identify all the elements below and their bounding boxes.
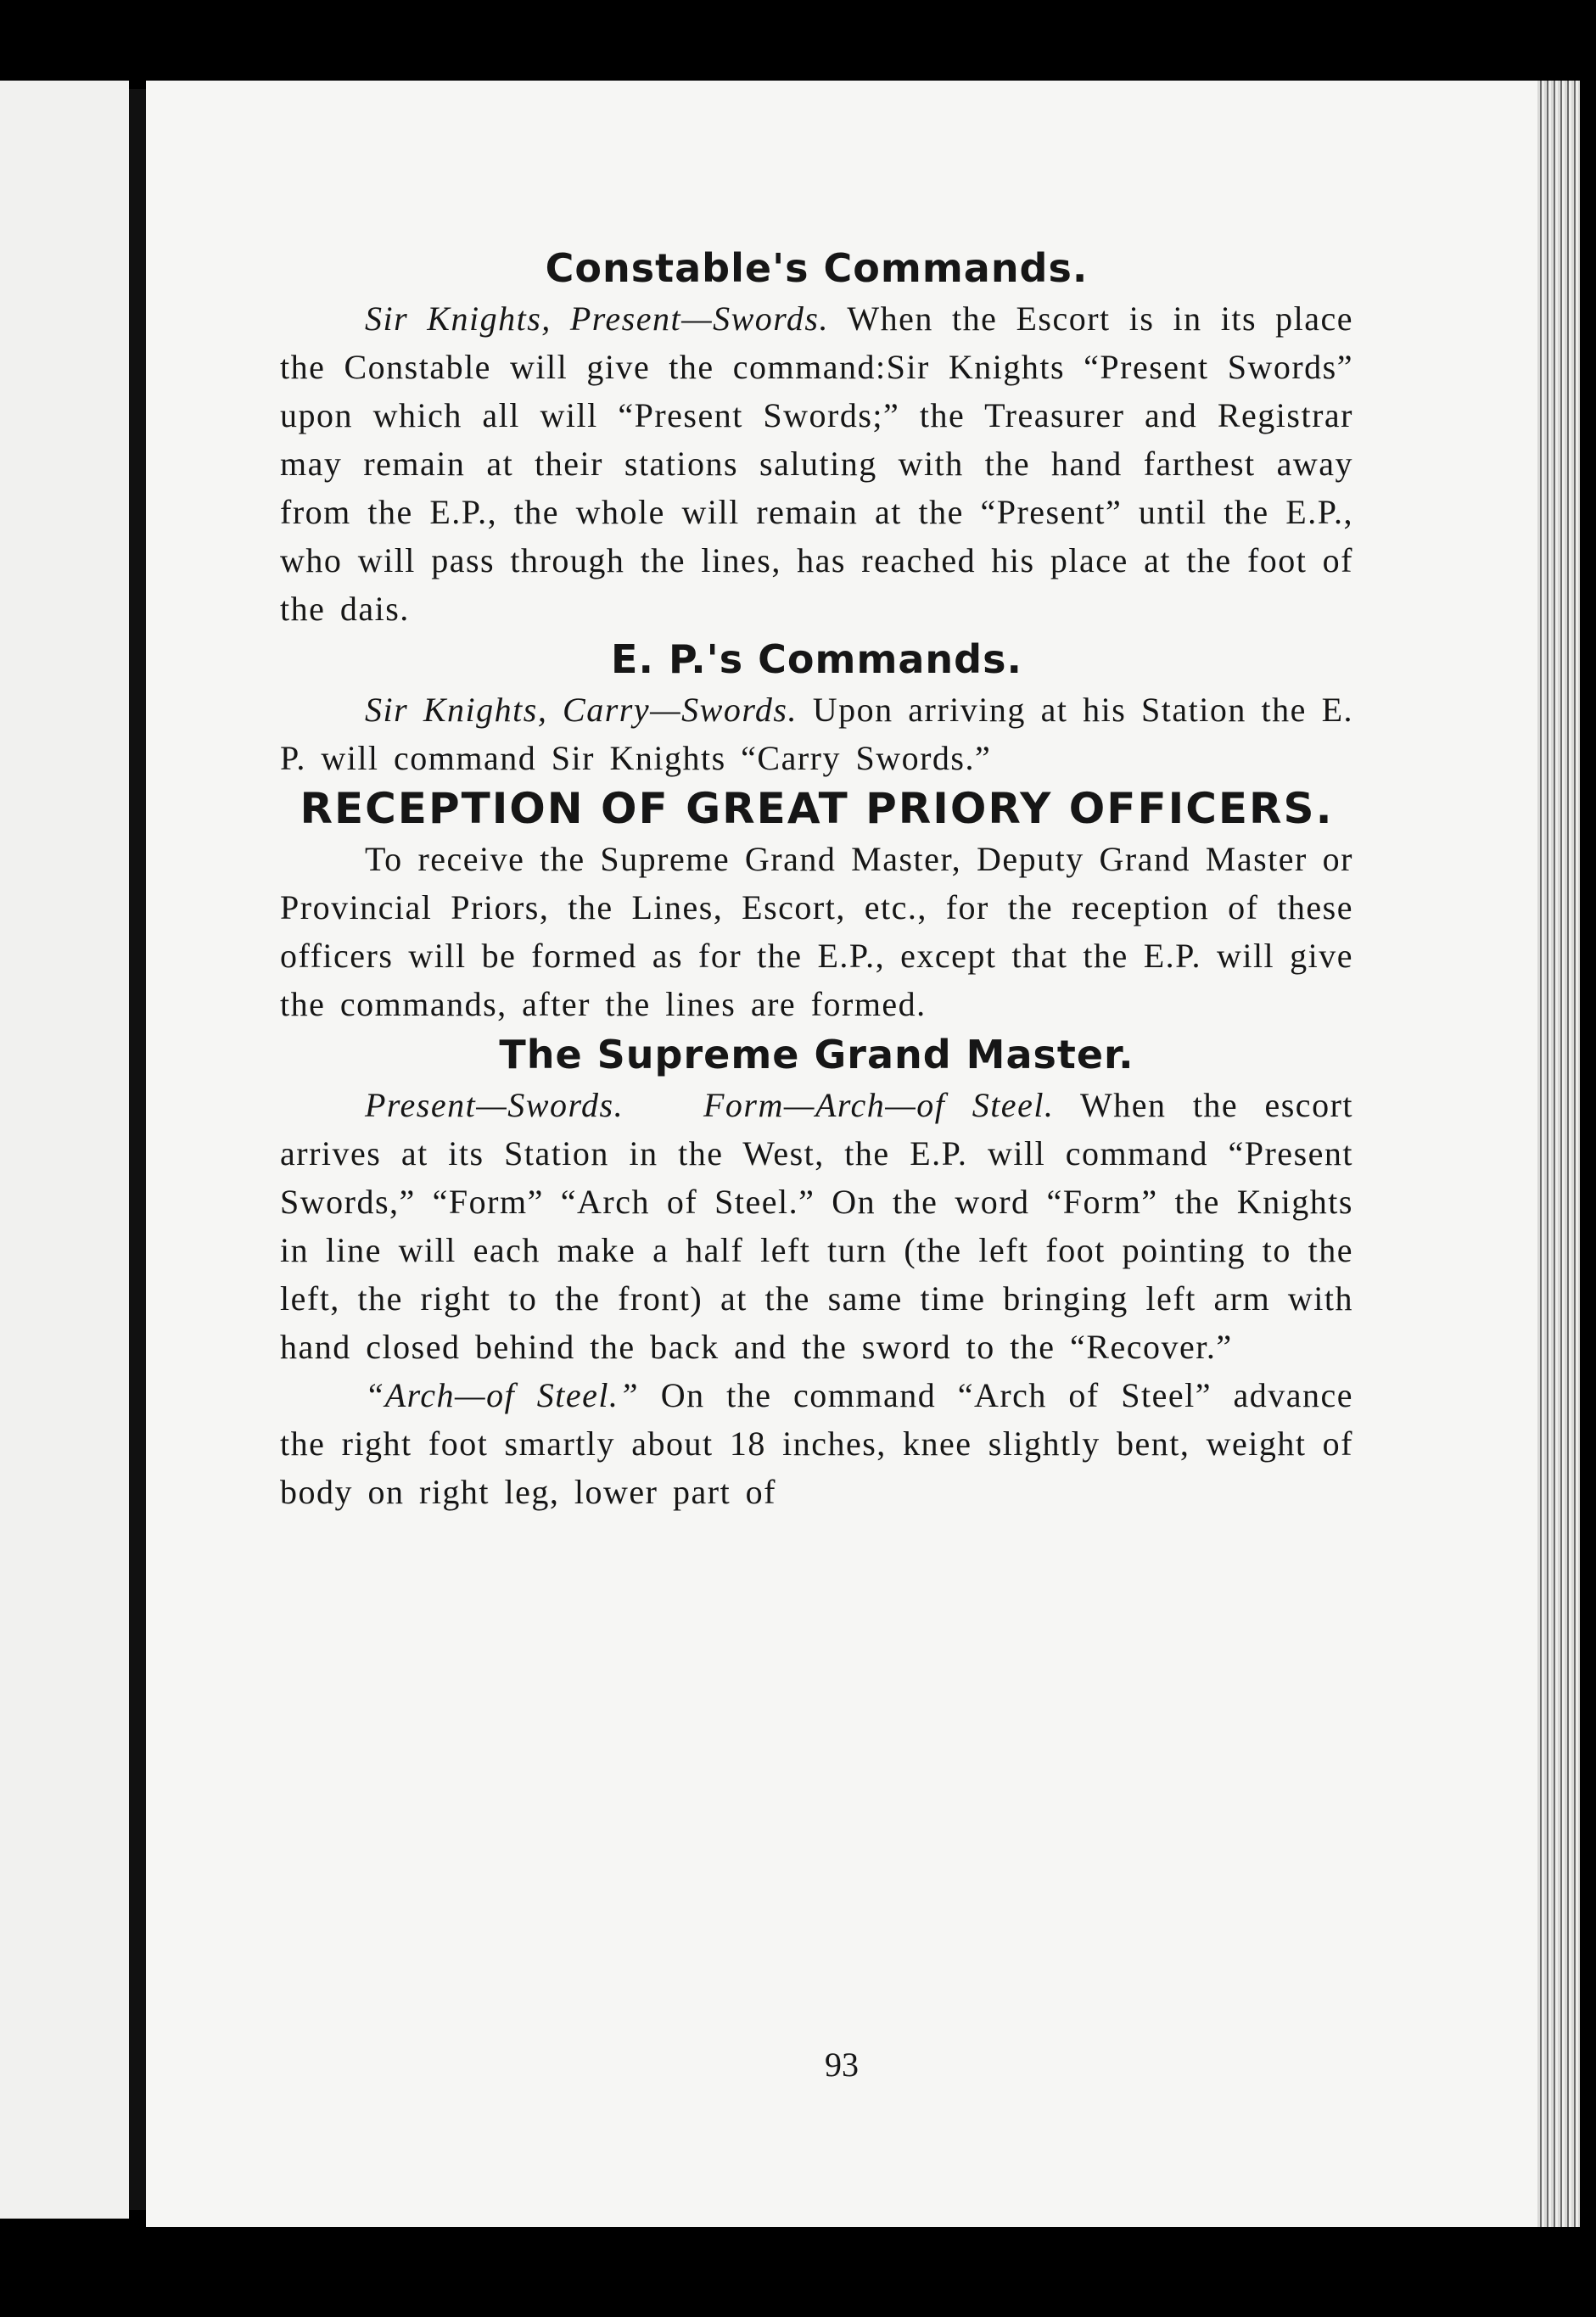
page-content — [280, 242, 1353, 1516]
paragraph-constables-commands — [280, 294, 1353, 633]
section-heading-supreme-grand-master: The Supreme Grand Master. — [499, 1032, 1134, 1077]
previous-page-edge — [0, 81, 129, 2219]
book-gutter — [129, 89, 146, 2210]
paragraph-text: When the escort arrives at its Station in the West, the E.P. will command “Present Swords,” “Form” “Arch of Steel.” On the word “Form” the Knights in line will each make a half left turn (the left foot pointing to the left, the right to the front) at the same time bringing left arm with hand closed behind the back and the sword to the “Recover.” — [280, 1086, 1353, 1366]
paragraph-reception — [280, 835, 1353, 1028]
page-stack-edge — [1537, 81, 1580, 2227]
paragraph-text: Upon arriving at his Station the E. P. will command Sir Knights “Carry Swords.” — [280, 691, 1353, 777]
command-phrase: Sir Knights, Present—Swords. — [365, 299, 829, 338]
section-heading-ep-commands: E. P.'s Commands. — [611, 636, 1022, 682]
section-heading-reception-of-great-priory-officers: RECEPTION OF GREAT PRIORY OFFICERS. — [300, 784, 1334, 833]
command-phrase: Sir Knights, Carry—Swords. — [365, 691, 798, 729]
paragraph-supreme-grand-master — [280, 1081, 1353, 1371]
command-phrase: Present—Swords. Form—Arch—of Steel. — [365, 1086, 1055, 1124]
paragraph-ep-commands — [280, 686, 1353, 782]
paragraph-arch-of-steel — [280, 1371, 1353, 1516]
paragraph-text: To receive the Supreme Grand Master, Deputy Grand Master or Provincial Priors, the Lines, Escort, etc., for the reception of these officers will be formed as for the E.P., except that the E.P. will give the commands, after the lines are formed. — [280, 840, 1353, 1023]
command-phrase: “Arch—of Steel.” — [365, 1376, 640, 1414]
section-heading-constables-commands: Constable's Commands. — [545, 245, 1089, 291]
page-number: 93 — [825, 2046, 859, 2084]
paragraph-text: On the command “Arch of Steel” advance the right foot smartly about 18 inches, knee slightly bent, weight of body on right leg, lower part of — [280, 1376, 1353, 1511]
paragraph-text: When the Escort is in its place the Constable will give the command:Sir Knights “Present Swords” upon which all will “Present Swords;” the Treasurer and Registrar may remain at their stations saluting with the hand farthest away from the E.P., the whole will remain at the “Present” until the E.P., who will pass through the lines, has reached his place at the foot of the dais. — [280, 299, 1354, 628]
